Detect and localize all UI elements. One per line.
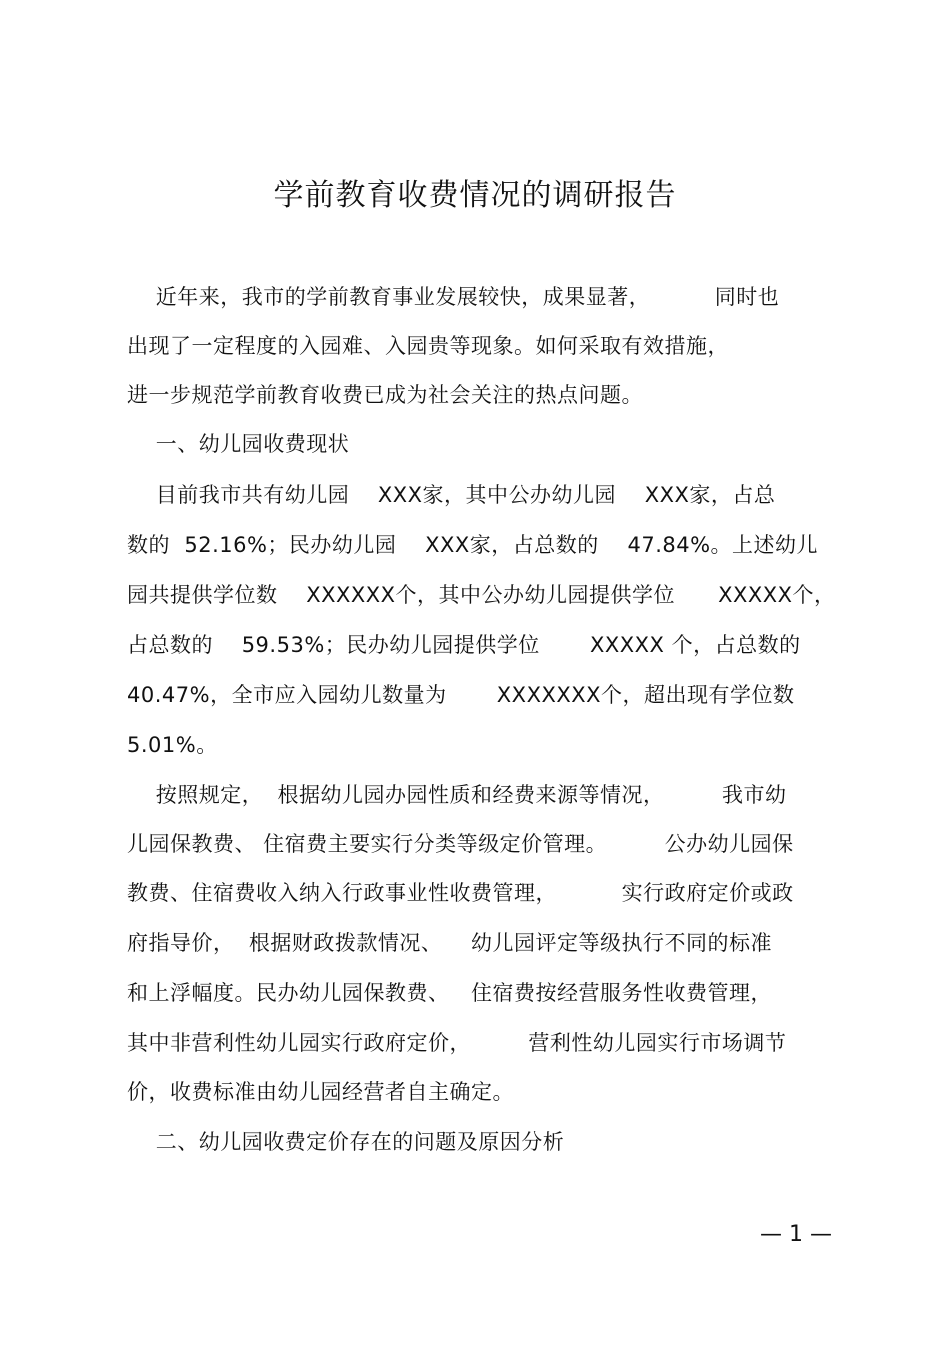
paragraph-line: 教费、住宿费收入纳入行政事业性收费管理， 实行政府定价或政 [127, 881, 794, 905]
paragraph-line: 出现了一定程度的入园难、入园贵等现象。如何采取有效措施， [127, 334, 729, 358]
paragraph-line: 5.01%。 [127, 733, 218, 757]
paragraph-line: 40.47%，全市应入园幼儿数量为 XXXXXXX个，超出现有学位数 [127, 683, 795, 707]
page-number: — 1 — [760, 1222, 832, 1247]
paragraph-line: 近年来，我市的学前教育事业发展较快，成果显著， 同时也 [127, 285, 780, 309]
paragraph-line: 儿园保教费、 住宿费主要实行分类等级定价管理。 公办幼儿园保 [127, 832, 794, 856]
document-title: 学前教育收费情况的调研报告 [273, 178, 677, 213]
paragraph-line: 和上浮幅度。民办幼儿园保教费、 住宿费按经营服务性收费管理， [127, 981, 773, 1005]
paragraph-line: 数的 52.16%；民办幼儿园 XXX家，占总数的 47.84%。上述幼儿 [127, 533, 819, 557]
paragraph-line: 进一步规范学前教育收费已成为社会关注的热点问题。 [127, 383, 643, 407]
paragraph-line: 目前我市共有幼儿园 XXX家，其中公办幼儿园 XXX家，占总 [127, 483, 776, 507]
paragraph-line: 府指导价， 根据财政拨款情况、 幼儿园评定等级执行不同的标准 [127, 931, 773, 955]
paragraph-line: 占总数的 59.53%；民办幼儿园提供学位 XXXXX 个，占总数的 [127, 633, 801, 657]
paragraph-line: 园共提供学位数 XXXXXX个，其中公办幼儿园提供学位 XXXXX个， [127, 583, 836, 607]
section-heading: 二、幼儿园收费定价存在的问题及原因分析 [127, 1130, 565, 1154]
section-heading: 一、幼儿园收费现状 [127, 432, 350, 456]
paragraph-line: 其中非营利性幼儿园实行政府定价， 营利性幼儿园实行市场调节 [127, 1031, 787, 1055]
paragraph-line: 价，收费标准由幼儿园经营者自主确定。 [127, 1080, 514, 1104]
paragraph-line: 按照规定， 根据幼儿园办园性质和经费来源等情况， 我市幼 [127, 783, 787, 807]
